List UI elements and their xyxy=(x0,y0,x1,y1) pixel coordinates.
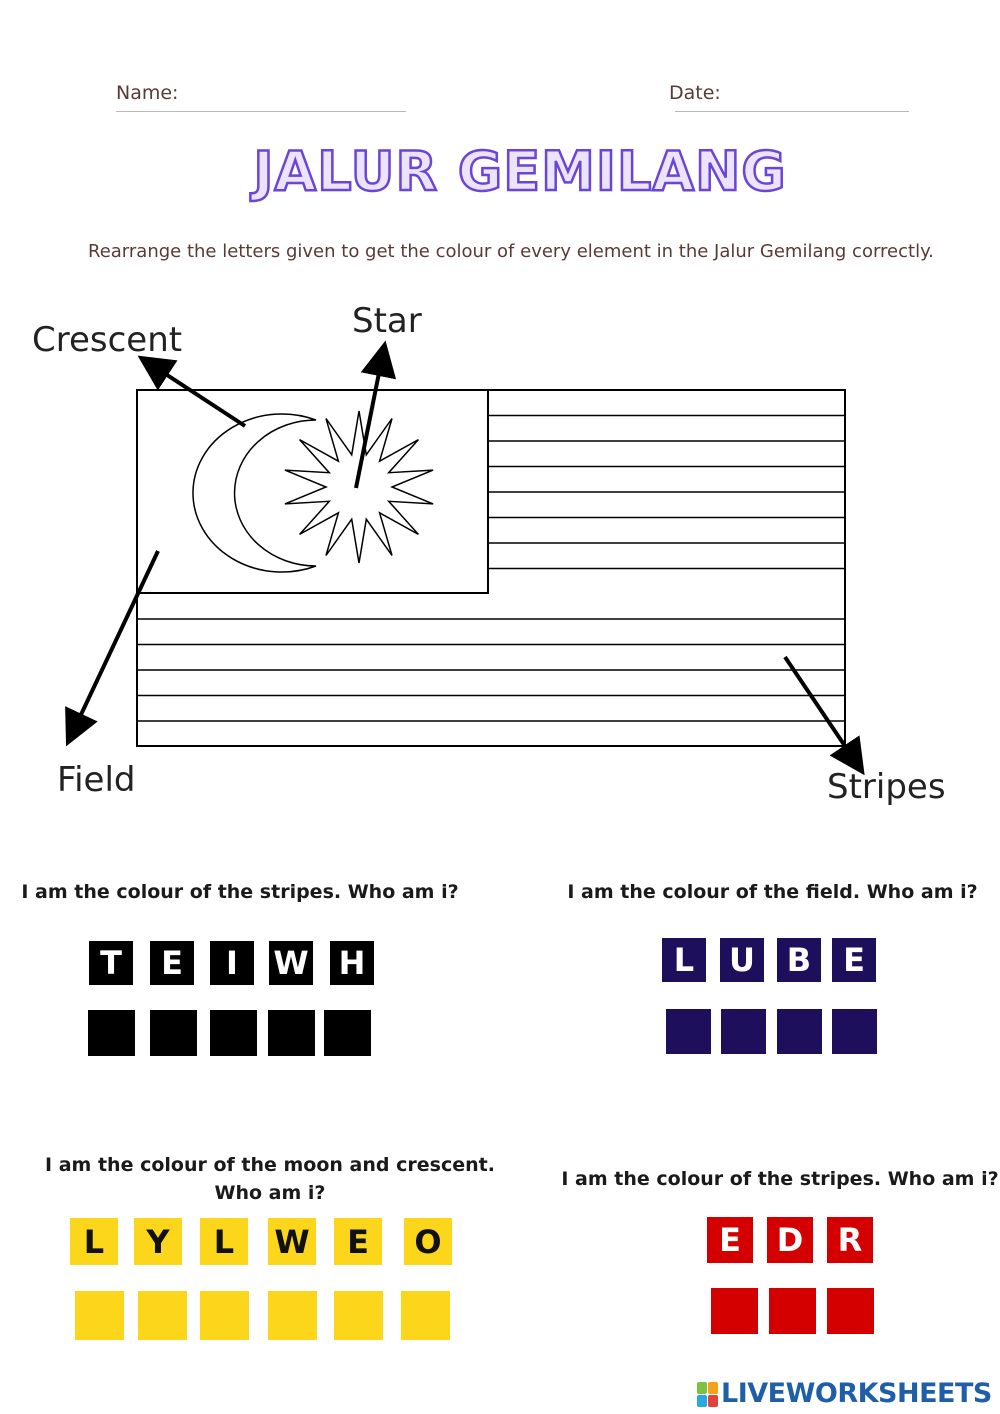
letter-tile[interactable]: E xyxy=(707,1217,753,1263)
stripes-arrow xyxy=(785,657,849,752)
flag xyxy=(137,390,845,746)
crescent-shape xyxy=(193,414,316,572)
question-3-text xyxy=(40,1151,500,1207)
answer-box[interactable] xyxy=(401,1291,450,1340)
question-2-text: I am the colour of the field. Who am i? xyxy=(567,881,978,903)
answer-box[interactable] xyxy=(200,1291,249,1340)
letter-tile[interactable]: T xyxy=(89,941,133,985)
star-arrow xyxy=(356,368,380,488)
letter-tile[interactable]: I xyxy=(210,941,254,985)
answer-box[interactable] xyxy=(334,1291,383,1340)
answer-box[interactable] xyxy=(268,1291,317,1340)
letter-tile[interactable]: E xyxy=(150,941,194,985)
page-title: JALUR GEMILANG xyxy=(253,140,787,203)
instruction-text: Rearrange the letters given to get the colour of every element in the Jalur Gemilang correctly. xyxy=(88,241,934,262)
letter-tile[interactable]: R xyxy=(827,1217,873,1263)
question-1-text: I am the colour of the stripes. Who am i? xyxy=(21,881,459,903)
letter-tile[interactable]: Y xyxy=(134,1218,182,1265)
answer-box[interactable] xyxy=(75,1291,124,1340)
crescent-arrow xyxy=(161,371,245,426)
liveworksheets-brand: LIVEWORKSHEETS xyxy=(721,1378,992,1409)
label-arrows xyxy=(78,368,849,752)
letter-tile[interactable]: H xyxy=(330,941,374,985)
letter-tile[interactable]: W xyxy=(269,941,313,985)
letter-tile[interactable]: O xyxy=(404,1218,452,1265)
answer-box[interactable] xyxy=(832,1009,877,1054)
answer-box[interactable] xyxy=(827,1288,874,1334)
letter-tile[interactable]: E xyxy=(832,938,876,982)
answer-box[interactable] xyxy=(324,1010,371,1056)
date-label: Date: xyxy=(669,82,721,104)
answer-box[interactable] xyxy=(711,1288,758,1334)
letter-tile[interactable]: U xyxy=(720,938,764,982)
answer-box[interactable] xyxy=(210,1010,257,1056)
answer-box[interactable] xyxy=(138,1291,187,1340)
liveworksheets-logo-icon xyxy=(697,1382,719,1408)
letter-tile[interactable]: L xyxy=(70,1218,118,1265)
question-3-line-1: I am the colour of the moon and crescent. xyxy=(45,1154,495,1176)
answer-box[interactable] xyxy=(721,1009,766,1054)
stripes-label: Stripes xyxy=(827,767,946,807)
question-3-line-2: Who am i? xyxy=(214,1182,326,1204)
answer-box[interactable] xyxy=(666,1009,711,1054)
letter-tile[interactable]: W xyxy=(268,1218,316,1265)
star-shape xyxy=(285,411,433,563)
letter-tile[interactable]: L xyxy=(662,938,706,982)
answer-box[interactable] xyxy=(268,1010,315,1056)
field-label: Field xyxy=(57,760,136,800)
answer-box[interactable] xyxy=(777,1009,822,1054)
name-label: Name: xyxy=(116,82,179,104)
question-4-text: I am the colour of the stripes. Who am i? xyxy=(561,1168,999,1190)
answer-box[interactable] xyxy=(88,1010,135,1056)
letter-tile[interactable]: L xyxy=(200,1218,248,1265)
answer-box[interactable] xyxy=(150,1010,197,1056)
star-label: Star xyxy=(352,301,422,341)
crescent-label: Crescent xyxy=(32,320,183,360)
letter-tile[interactable]: E xyxy=(334,1218,382,1265)
answer-box[interactable] xyxy=(769,1288,816,1334)
letter-tile[interactable]: B xyxy=(777,938,821,982)
letter-tile[interactable]: D xyxy=(767,1217,813,1263)
